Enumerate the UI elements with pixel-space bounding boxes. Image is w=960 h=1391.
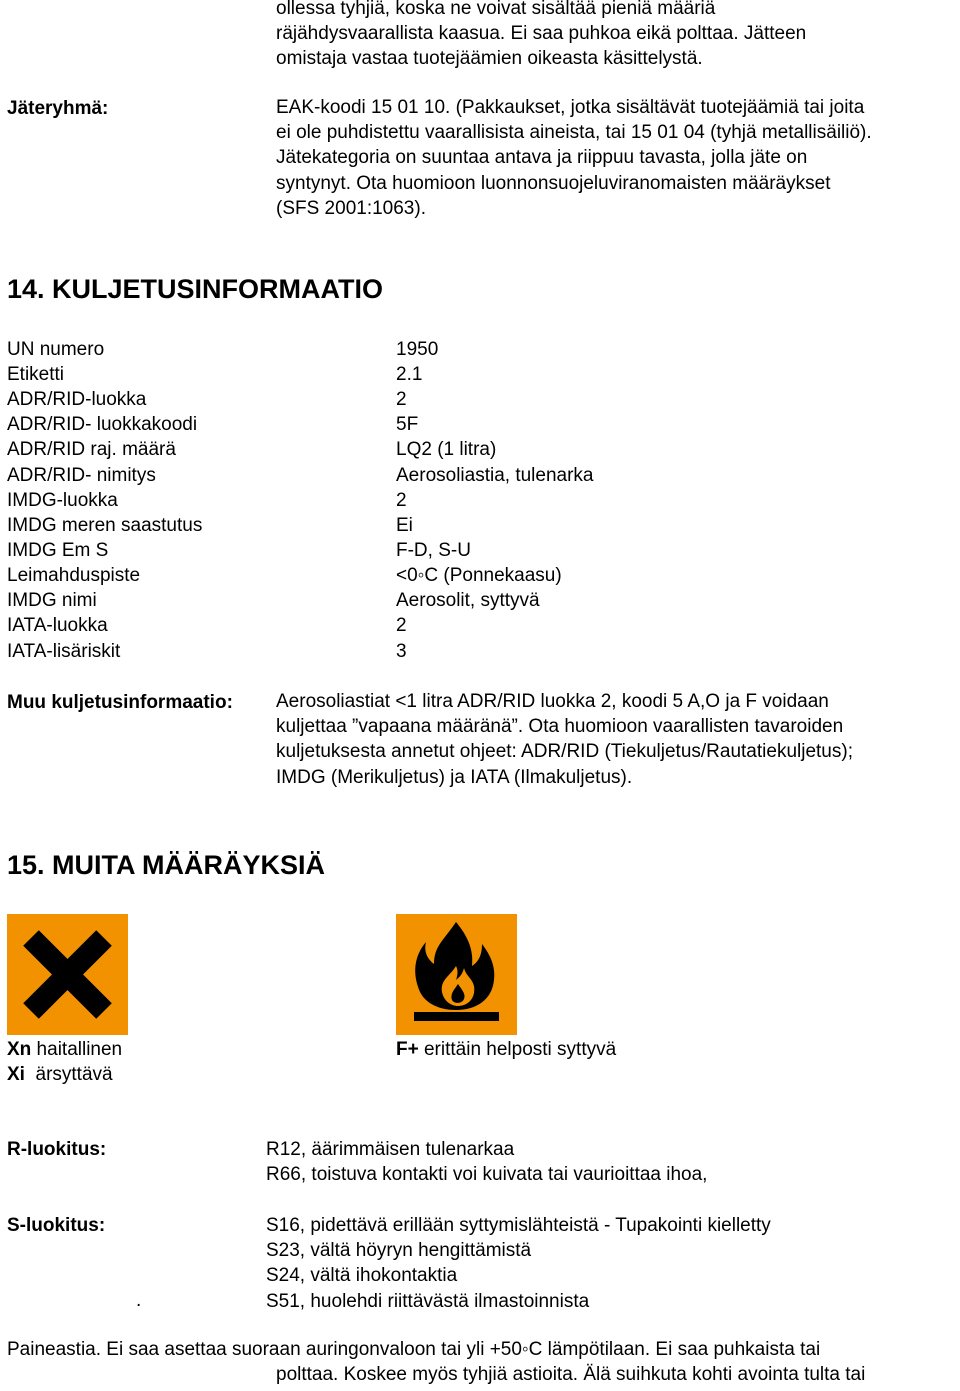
s-dot: . xyxy=(136,1290,142,1311)
xi-label xyxy=(7,1062,113,1087)
row-value: Ei xyxy=(396,515,413,536)
r-classification-label: R-luokitus: xyxy=(7,1139,107,1160)
flame-graphic xyxy=(396,914,517,1035)
harmful-cross-icon xyxy=(7,914,128,1035)
section-14-heading: 14. KULJETUSINFORMAATIO xyxy=(7,274,384,304)
text-line: EAK-koodi 15 01 10. (Pakkaukset, jotka sisältävät tuotejäämiä tai joita xyxy=(276,97,865,118)
row-key: IMDG Em S xyxy=(7,540,109,561)
table-row xyxy=(7,437,707,462)
table-row xyxy=(7,639,707,664)
text-line: (SFS 2001:1063). xyxy=(276,197,426,219)
waste-group-text xyxy=(276,95,872,221)
other-transport-label: Muu kuljetusinformaatio: xyxy=(7,692,233,713)
row-key: IMDG nimi xyxy=(7,590,97,611)
text-line: Aerosoliastiat <1 litra ADR/RID luokka 2, koodi 5 A,O ja F voidaan xyxy=(276,691,829,712)
row-key: ADR/RID raj. määrä xyxy=(7,439,176,460)
row-key: Etiketti xyxy=(7,364,65,385)
symbol-text: erittäin helposti syttyvä xyxy=(418,1039,617,1060)
text-line: omistaja vastaa tuotejäämien oikeasta käsittelystä. xyxy=(276,48,703,70)
text-line: S51, huolehdi riittävästä ilmastoinnista xyxy=(266,1290,590,1312)
row-key: IATA-luokka xyxy=(7,615,108,636)
row-value: 3 xyxy=(396,641,407,662)
text-line: Jätekategoria on suuntaa antava ja riippuu tavasta, jolla jäte on xyxy=(276,147,808,169)
r-classification-text xyxy=(266,1137,707,1187)
text-line: kuljettaa ”vapaana määränä”. Ota huomioon vaarallisten tavaroiden xyxy=(276,716,844,738)
table-row xyxy=(7,412,707,437)
row-key: ADR/RID-luokka xyxy=(7,389,147,410)
text-line: ollessa tyhjiä, koska ne voivat sisältää pieniä määriä xyxy=(276,0,716,19)
waste-group-label: Jäteryhmä: xyxy=(7,98,109,119)
row-value: 1950 xyxy=(396,339,439,360)
row-key: IMDG-luokka xyxy=(7,490,118,511)
footer-note-continued: polttaa. Koskee myös tyhjiä astioita. Älä suihkuta kohti avointa tulta tai xyxy=(276,1364,866,1385)
row-key: Leimahduspiste xyxy=(7,565,141,586)
symbol-code: F+ xyxy=(396,1039,419,1060)
symbol-code: Xn xyxy=(7,1039,32,1060)
row-value: 2 xyxy=(396,615,407,636)
table-row xyxy=(7,588,707,613)
symbol-text: ärsyttävä xyxy=(24,1064,113,1085)
text-line: ei ole puhdistettu vaarallisista aineista, tai 15 01 04 (tyhjä metallisäiliö). xyxy=(276,122,872,144)
text-line: IMDG (Merikuljetus) ja IATA (Ilmakuljetus). xyxy=(276,766,633,788)
row-value: 2 xyxy=(396,490,407,511)
row-key: IMDG meren saastutus xyxy=(7,515,203,536)
row-value: LQ2 (1 litra) xyxy=(396,439,497,460)
xn-label xyxy=(7,1037,122,1062)
text-line: R66, toistuva kontakti voi kuivata tai vaurioittaa ihoa, xyxy=(266,1164,708,1186)
row-key: UN numero xyxy=(7,339,105,360)
text-line: räjähdysvaarallista kaasua. Ei saa puhkoa eikä polttaa. Jätteen xyxy=(276,23,807,45)
text-line: kuljetuksesta annetut ohjeet: ADR/RID (Tiekuljetus/Rautatiekuljetus); xyxy=(276,741,853,763)
row-key: IATA-lisäriskit xyxy=(7,641,121,662)
row-value: Aerosolit, syttyvä xyxy=(396,590,540,611)
s-classification-label: S-luokitus: xyxy=(7,1215,106,1236)
section-15-heading: 15. MUITA MÄÄRÄYKSIÄ xyxy=(7,850,326,880)
table-row xyxy=(7,513,707,538)
table-row xyxy=(7,563,707,588)
row-value: F-D, S-U xyxy=(396,540,471,561)
text-line: R12, äärimmäisen tulenarkaa xyxy=(266,1139,515,1160)
f-plus-label xyxy=(396,1037,616,1062)
row-value: Aerosoliastia, tulenarka xyxy=(396,465,594,486)
harmful-cross-graphic xyxy=(7,914,128,1035)
symbol-code: Xi xyxy=(7,1064,25,1085)
row-key: ADR/RID- nimitys xyxy=(7,465,156,486)
other-transport-text xyxy=(276,689,853,790)
table-row xyxy=(7,387,707,412)
flame-icon xyxy=(396,914,517,1035)
table-row xyxy=(7,488,707,513)
row-value: 2.1 xyxy=(396,364,423,385)
row-value: 2 xyxy=(396,389,407,410)
table-row xyxy=(7,362,707,387)
table-row xyxy=(7,463,707,488)
table-row xyxy=(7,337,707,362)
symbol-text: haitallinen xyxy=(31,1039,123,1060)
text-line: syntynyt. Ota huomioon luonnonsuojeluviranomaisten määräykset xyxy=(276,172,831,194)
disposal-text xyxy=(276,0,806,72)
text-line: S23, vältä höyryn hengittämistä xyxy=(266,1240,532,1262)
row-value: <0◦C (Ponnekaasu) xyxy=(396,565,562,586)
footer-note: Paineastia. Ei saa asettaa suoraan auringonvaloon tai yli +50◦C lämpötilaan. Ei saa puhkaista tai xyxy=(7,1339,821,1360)
row-value: 5F xyxy=(396,414,419,435)
text-line: S16, pidettävä erillään syttymislähteistä - Tupakointi kielletty xyxy=(266,1215,771,1236)
text-line: S24, vältä ihokontaktia xyxy=(266,1265,458,1287)
table-row xyxy=(7,613,707,638)
row-key: ADR/RID- luokkakoodi xyxy=(7,414,198,435)
table-row xyxy=(7,538,707,563)
s-classification-text xyxy=(266,1213,771,1314)
